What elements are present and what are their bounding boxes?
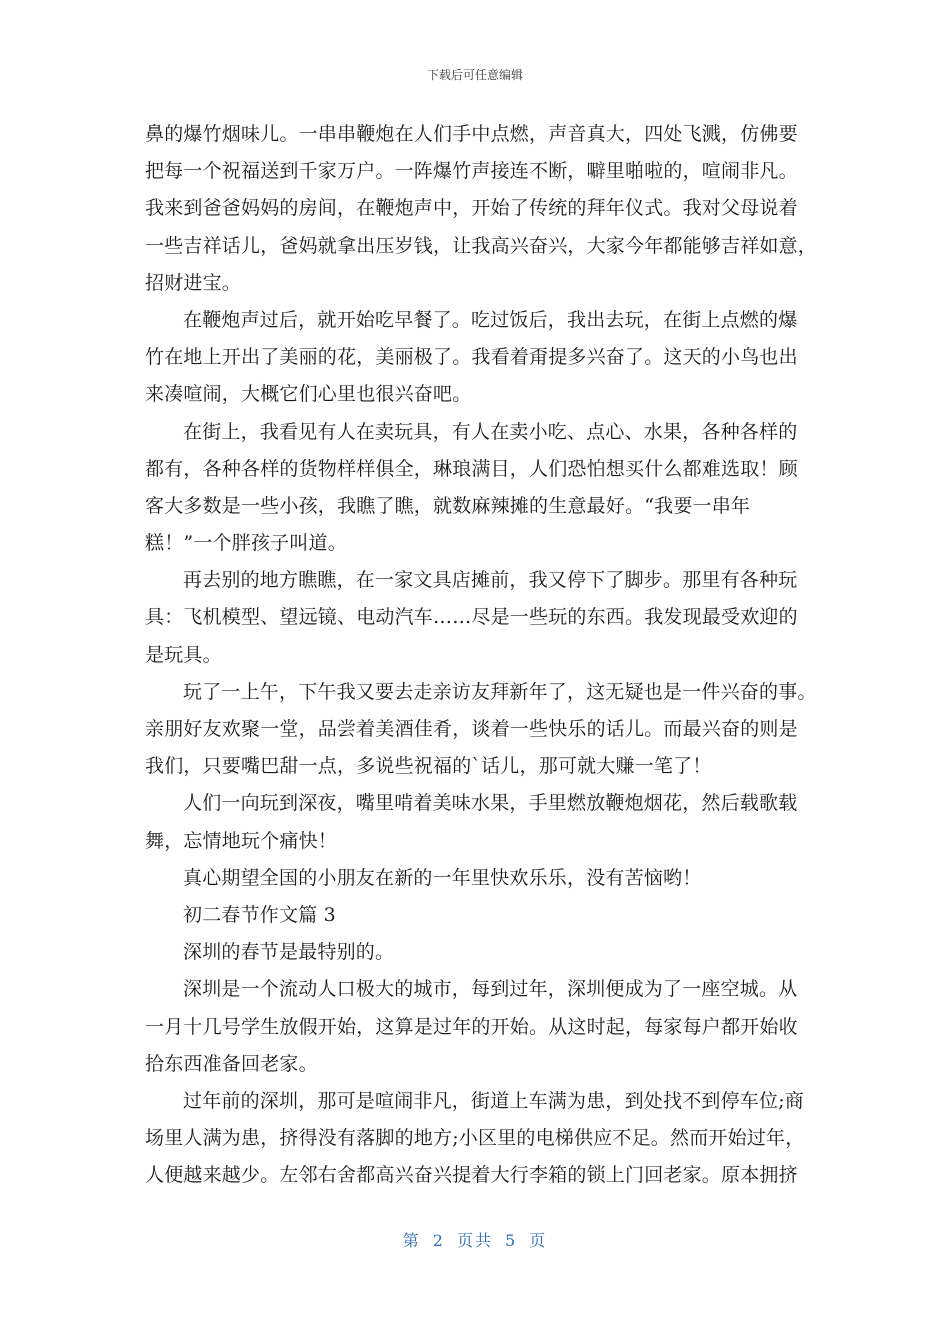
- paragraph-start: 在街上，我看见有人在卖玩具，有人在卖小吃、点心、水果，各种各样的: [183, 420, 798, 443]
- total-page-count: 5: [505, 1231, 518, 1250]
- text-line: 来凑喧闹，大概它们心里也很兴奋吧。: [145, 383, 472, 406]
- current-page-number: 2: [432, 1231, 445, 1250]
- text-line: 亲朋好友欢聚一堂，品尝着美酒佳肴，谈着一些快乐的话儿。而最兴奋的则是: [145, 718, 798, 740]
- text-line: 人便越来越少。左邻右舍都高兴奋兴提着大行李箱的锁上门回老家。原本拥挤: [145, 1164, 798, 1187]
- text-line: 糕！”一个胖孩子叫道。: [145, 532, 347, 555]
- text-line: 舞，忘情地玩个痛快！: [145, 829, 338, 852]
- paragraph-start: 真心期望全国的小朋友在新的一年里快欢乐乐，没有苦恼哟！: [183, 866, 702, 889]
- page-header: 下载后可任意编辑: [426, 68, 523, 82]
- text-line: 一些吉祥话儿，爸妈就拿出压岁钱，让我高兴奋兴，大家今年都能够吉祥如意，: [145, 234, 818, 257]
- footer-suffix: 页: [529, 1231, 548, 1250]
- paragraph-start: 深圳的春节是最特别的。: [183, 941, 395, 964]
- text-line: 具：飞机模型、望远镜、电动汽车……尽是一些玩的东西。我发现最受欢迎的: [145, 606, 798, 629]
- text-line: 我们，只要嘴巴甜一点，多说些祝福的`话儿，那可就大赚一笔了！: [145, 755, 712, 778]
- text-line: 竹在地上开出了美丽的花，美丽极了。我看着甭提多兴奋了。这天的小鸟也出: [145, 346, 798, 369]
- paragraph-start: 深圳是一个流动人口极大的城市，每到过年，深圳便成为了一座空城。从: [183, 978, 798, 1001]
- text-line: 一月十几号学生放假开始，这算是过年的开始。从这时起，每家每户都开始收: [145, 1015, 798, 1038]
- footer-prefix: 第: [402, 1231, 421, 1250]
- text-line: 鼻的爆竹烟味儿。一串串鞭炮在人们手中点燃，声音真大，四处飞溅，仿佛要: [145, 123, 798, 145]
- paragraph-start: 人们一向玩到深夜，嘴里啃着美味水果，手里燃放鞭炮烟花，然后载歌载: [183, 792, 798, 815]
- text-line: 拾东西准备回老家。: [145, 1052, 318, 1075]
- paragraph-start: 再去别的地方瞧瞧，在一家文具店摊前，我又停下了脚步。那里有各种玩: [183, 569, 798, 592]
- section-heading: 初二春节作文篇 3: [183, 903, 336, 926]
- footer-middle: 页共: [456, 1231, 493, 1250]
- paragraph-start: 玩了一上午，下午我又要去走亲访友拜新年了，这无疑也是一件兴奋的事。: [183, 680, 817, 703]
- page-footer: [0, 1228, 950, 1251]
- text-line: 招财进宝。: [145, 271, 242, 294]
- text-line: 把每一个祝福送到千家万户。一阵爆竹声接连不断，噼里啪啦的，喧闹非凡。: [145, 160, 798, 183]
- paragraph-start: 过年前的深圳，那可是喧闹非凡，街道上车满为患，到处找不到停车位;商: [183, 1089, 805, 1112]
- text-line: 客大多数是一些小孩，我瞧了瞧，就数麻辣摊的生意最好。“我要一串年: [145, 494, 751, 517]
- text-line: 是玩具。: [145, 643, 222, 666]
- text-line: 场里人满为患，挤得没有落脚的地方;小区里的电梯供应不足。然而开始过年，: [145, 1127, 805, 1150]
- paragraph-start: 在鞭炮声过后，就开始吃早餐了。吃过饭后，我出去玩，在街上点燃的爆: [183, 308, 798, 331]
- text-line: 我来到爸爸妈妈的房间，在鞭炮声中，开始了传统的拜年仪式。我对父母说着: [145, 197, 798, 220]
- text-line: 都有，各种各样的货物样样俱全，琳琅满目，人们恐怕想买什么都难选取！顾: [145, 457, 798, 480]
- document-body: [145, 116, 818, 1194]
